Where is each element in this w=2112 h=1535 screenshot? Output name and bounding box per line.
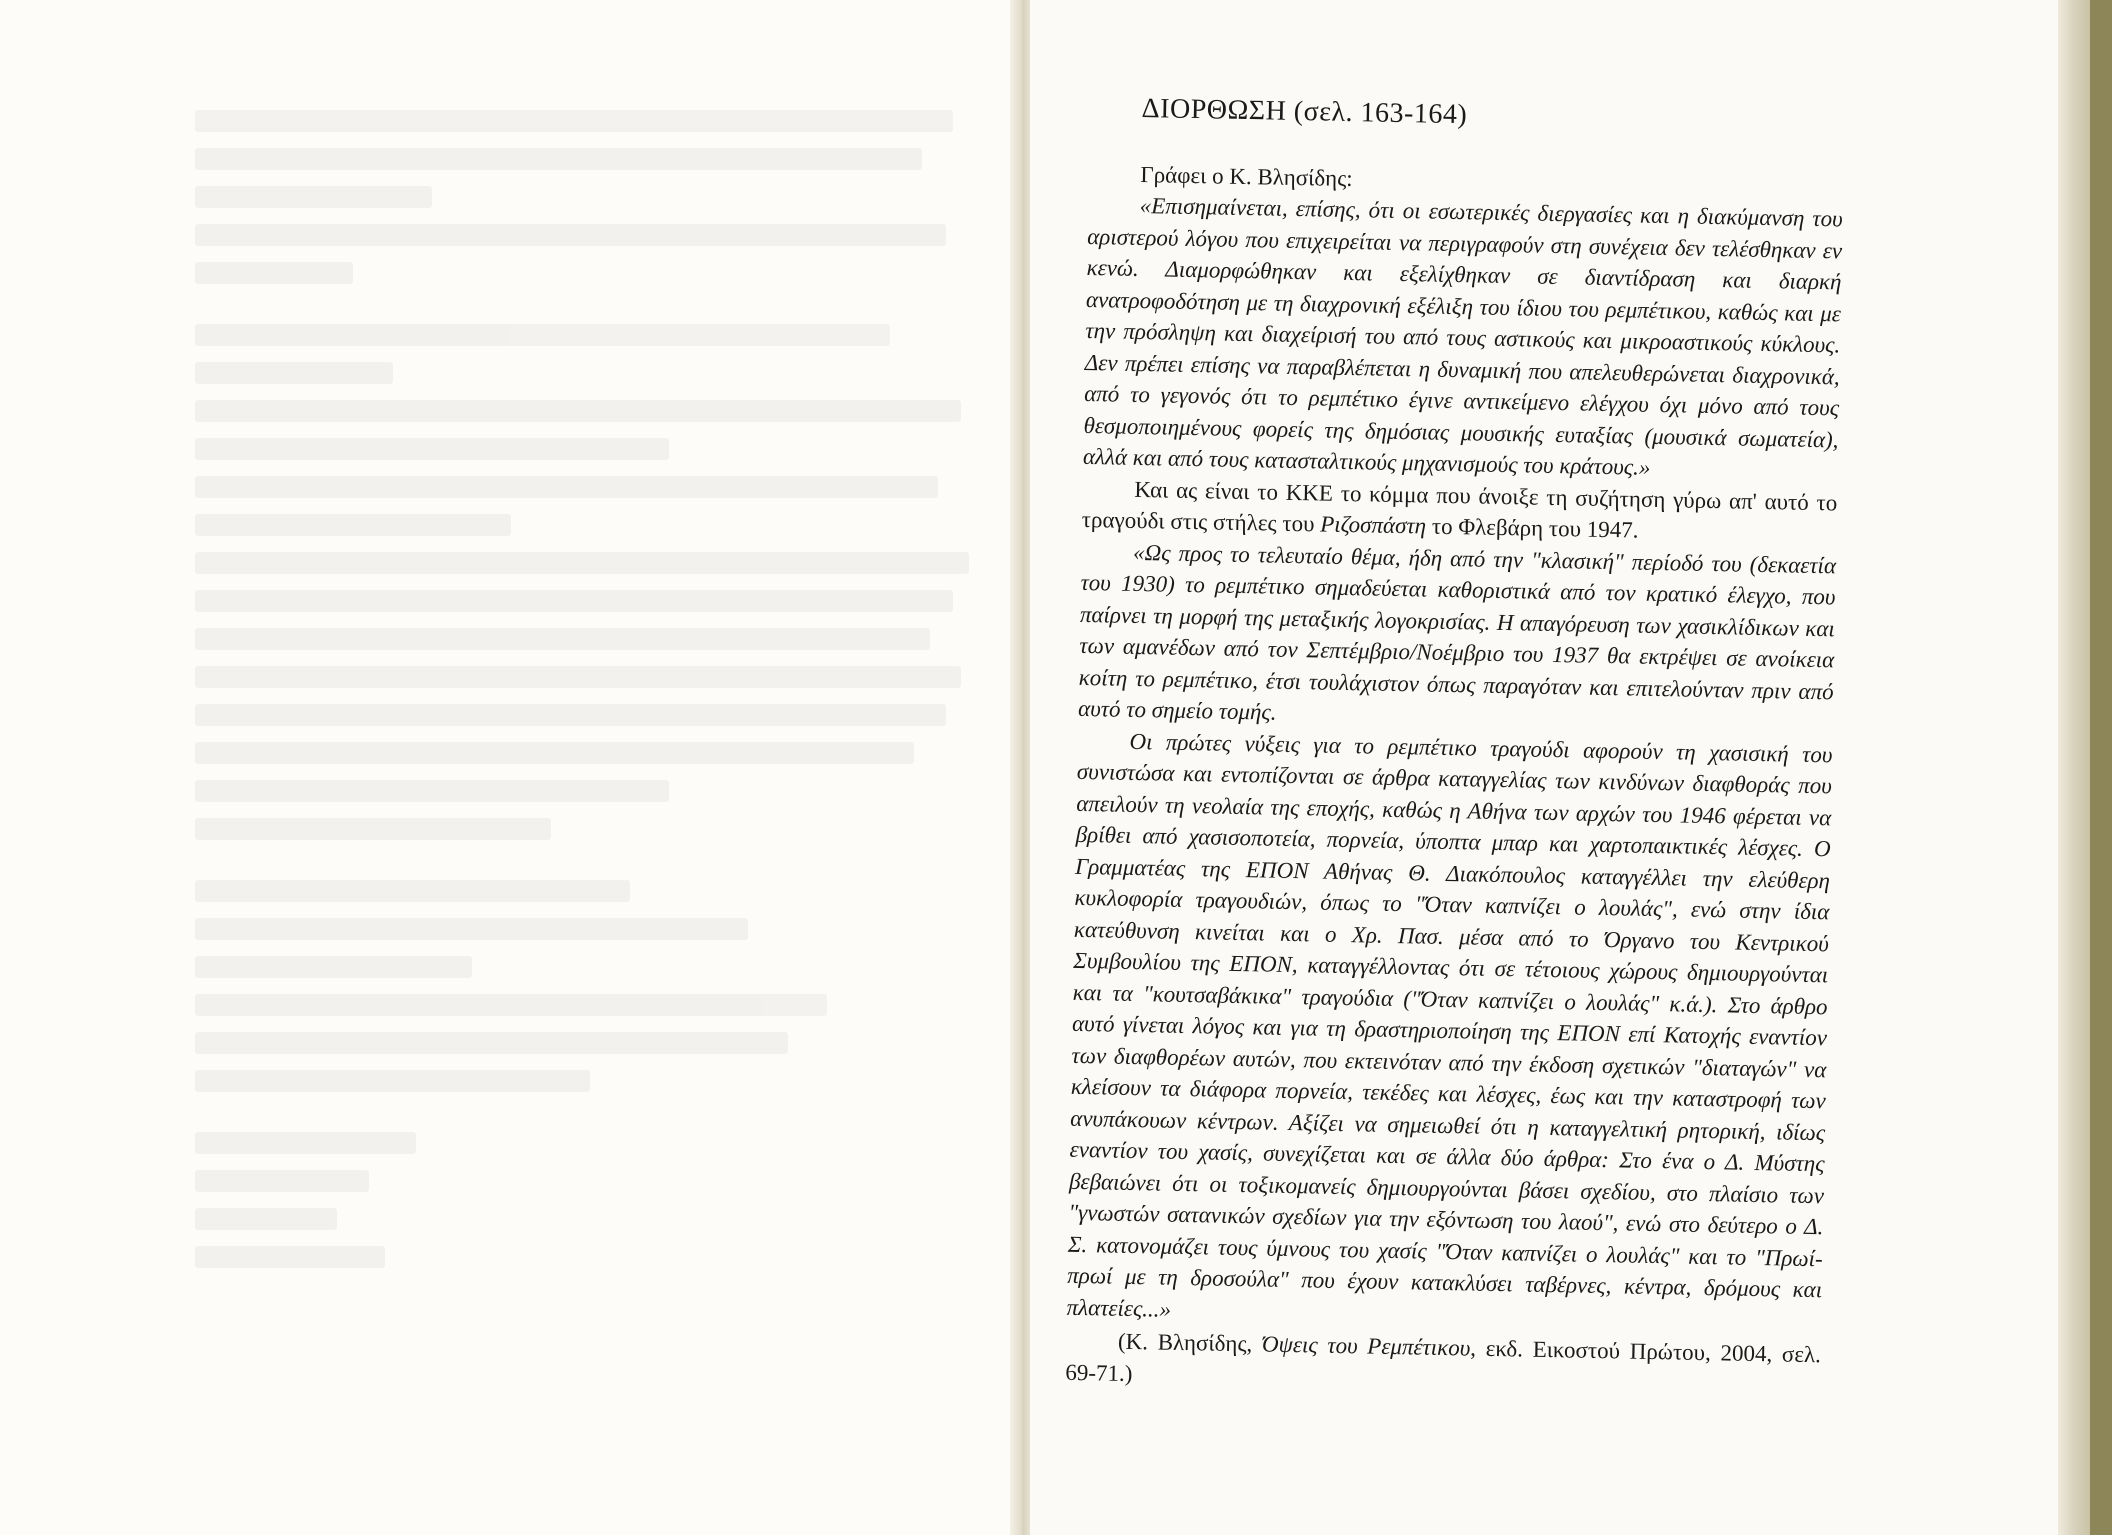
citation-text: , εκδ. Εικοστού Πρώτου, 2004, σελ. 69-71.): [1065, 1335, 1822, 1386]
page-edge-shadow: [2090, 0, 2112, 1535]
page-text: [1065, 92, 1845, 1402]
quote-paragraph: «Ως προς το τελευταίο θέμα, ήδη από την "κλασική" περίοδό του (δεκαετία του 1930) το ρεμπέτικο σημαδεύεται καθοριστικά από τον κρατικό έλεγχο, που παίρνει τη μορφή της μεταξικής λογοκρισίας. Η απαγόρευση των χασικλίδικων και των αμανέδων από τον Σεπτέμβριο/Νοέμβριο του 1937 θα εκτρέψει σε ανοίκεια κοίτη το ρεμπέτικο, έτσι τουλάχιστον όπως παραγόταν και επιτελούνταν πριν από αυτό το σημείο τομής.: [1077, 539, 1837, 725]
book-title: Όψεις του Ρεμπέτικου: [1261, 1331, 1471, 1361]
quote-paragraph: Οι πρώτες νύξεις για το ρεμπέτικο τραγούδι αφορούν τη χασισική του συνιστώσα και εντοπίζονται σε άρθρα καταγγελίας των κινδύνων διαφθοράς που απειλούν τη νεολαία της εποχής, καθώς η Αθήνα των αρχών του 1946 φέρεται να βρίθει από χασισοποτεία, πορνεία, ύποπτα μπαρ και χαρτοπαικτικές λέσχες. Ο Γραμματέας της ΕΠΟΝ Αθήνας Θ. Διακόπουλος καταγγέλλει την ελεύθερη κυκλοφορία τραγουδιών, όπως το "Όταν καπνίζει ο λουλάς", ενώ στην ίδια κατεύθυνση κινείται και ο Χρ. Πασ. μέσα από το Όργανο του Κεντρικού Συμβουλίου της ΕΠΟΝ, καταγγέλλοντας ότι σε τέτοιους χώρους δημιουργούνται και τα "κουτσαβάκικα" τραγούδια ("Όταν καπνίζει ο λουλάς" κ.ά.). Στο άρθρο αυτό γίνεται λόγος και για τη δραστηριοποίηση της ΕΠΟΝ επί Κατοχής εναντίον των διαφθορέων αυτών, που εκτεινόταν από την έκδοση σχετικών "διαταγών" να κλείσουν τα διάφορα πορνεία, τεκέδες και λέσχες, έως και την καταστροφή των ανυπάκουων κέντρων. Αξίζει να σημειωθεί ότι η καταγγελτική ρητορική, ιδίως εναντίον του χασίς, συνεχίζεται και σε άλλα δύο άρθρα: Στο ένα ο Δ. Μύστης βεβαιώνει ότι οι τοξικομανείς δημιουργούνται βάσει σχεδίου, στο πλαίσιο των "γνωστών σατανικών σχεδίων για την εξόντωση του λαού", ενώ στο δεύτερο ο Δ. Σ. κατονομάζει τους ύμνους του χασίς "Όταν καπνίζει ο λουλάς" και το "Πρωί-πρωί με τη δροσούλα" που έχουν κατακλύσει ταβέρνες, κέντρα, δρόμους και πλατείες...»: [1066, 728, 1833, 1322]
quote-paragraph: «Επισημαίνεται, επίσης, ότι οι εσωτερικές διεργασίες και η διακύμανση του αριστερού λόγου που επιχειρείται να περιγραφούν στη συνέχεια δεν τελέσθηκαν εν κενώ. Διαμορφώθηκαν και εξελίχθηκαν σε διαντίδραση και διαρκή ανατροφοδότηση με τη διαχρονική εξέλιξη του ίδιου του ρεμπέτικου, καθώς και με την πρόσληψη και διαχείρισή του από τους αστικούς και μικροαστικούς κύκλους. Δεν πρέπει επίσης να παραβλέπεται η δυναμική που απελευθερώνεται διαχρονικά, από το γεγονός ότι το ρεμπέτικο έγινε αντικείμενο ελέγχου όχι μόνο από τους θεσμοποιημένους φορείς της δημόσιας μουσικής ευταξίας (μουσικά σωματεία), αλλά και από τους κατασταλτικούς μηχανισμούς του κράτους.»: [1082, 192, 1843, 480]
citation-text: (Κ. Βλησίδης,: [1117, 1328, 1263, 1357]
left-page: [0, 0, 1018, 1535]
intro-line: Γράφει ο Κ. Βλησίδης:: [1140, 161, 1353, 191]
body-text: Και ας είναι το ΚΚΕ το κόμμα που άνοιξε τη συζήτηση γύρω απ' αυτό το τραγούδι στις στήλες του: [1081, 476, 1838, 537]
page-heading: ΔΙΟΡΘΩΣΗ (σελ. 163-164): [1141, 92, 1468, 131]
body-text: το Φλεβάρη του 1947.: [1425, 513, 1639, 543]
newspaper-name: Ριζοσπάστη: [1320, 511, 1427, 539]
bleed-through-text: [195, 110, 985, 1284]
